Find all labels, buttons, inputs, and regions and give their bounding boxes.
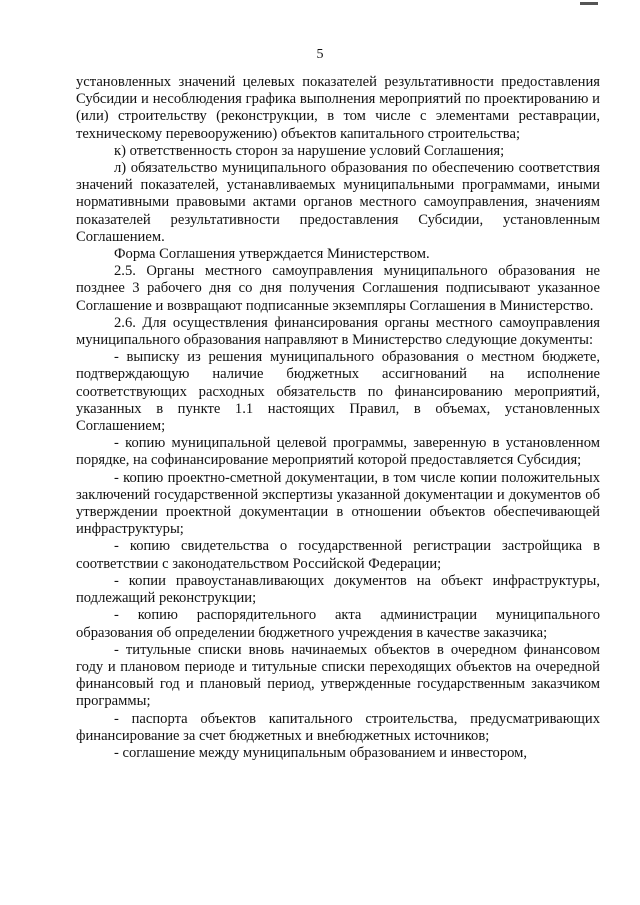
paragraph: Форма Соглашения утверждается Министерством.: [114, 246, 430, 263]
document-body: [76, 74, 600, 762]
list-item: - копию свидетельства о государственной регистрации застройщика в соответствии с законодательством Российской Федерации;: [76, 538, 600, 572]
paragraph: 2.5. Органы местного самоуправления муниципального образования не позднее 3 рабочего дня со дня получения Соглашения подписывают указанное Соглашение и возвращают подписанные экземпляры Соглашения в Министерство.: [76, 263, 600, 314]
list-item: - титульные списки вновь начинаемых объектов в очередном финансовом году и плановом периоде и титульные списки переходящих объектов на очередной финансовый год и плановый период, утвержденные государственным заказчиком программы;: [76, 641, 600, 710]
paragraph: 2.6. Для осуществления финансирования органы местного самоуправления муниципального образования направляют в Министерство следующие документы:: [76, 314, 600, 349]
paragraph: л) обязательство муниципального образования по обеспечению соответствия значений показателей, устанавливаемых муниципальными программами, иными нормативными правовыми актами органов местного самоуправления, значениям показателей результативности предоставления Субсидии, установленным Соглашением.: [76, 160, 600, 245]
list-item: - паспорта объектов капитального строительства, предусматривающих финансирование за счет бюджетных и внебюджетных источников;: [76, 710, 600, 744]
list-item: - выписку из решения муниципального образования о местном бюджете, подтверждающую наличие бюджетных ассигнований на исполнение соответствующих расходных обязательств по финансированию мероприятий, указанных в пункте 1.1 настоящих Правил, в объемах, установленных Соглашением;: [76, 349, 600, 435]
page-number: 5: [316, 47, 324, 62]
paragraph: установленных значений целевых показателей результативности предоставления Субсидии и несоблюдения графика выполнения мероприятий по проектированию и (или) строительству (реконструкции, в том числе с элементами реставрации, техническому перевооружению) объектов капитального строительства;: [76, 74, 600, 142]
list-item: - соглашение между муниципальным образованием и инвестором,: [114, 744, 528, 761]
paragraph: к) ответственность сторон за нарушение условий Соглашения;: [114, 142, 505, 159]
list-item: - копии правоустанавливающих документов на объект инфраструктуры, подлежащий реконструкции;: [76, 572, 600, 607]
list-item: - копию проектно-сметной документации, в том числе копии положительных заключений государственной экспертизы указанной документации и документов об утверждении проектной документации в отношении объектов обеспечивающей инфраструктуры;: [76, 469, 600, 538]
scan-edge-mark: [580, 2, 598, 5]
list-item: - копию распорядительного акта администрации муниципального образования об определении бюджетного учреждения в качестве заказчика;: [76, 607, 600, 641]
list-item: - копию муниципальной целевой программы, заверенную в установленном порядке, на софинансирование мероприятий которой предоставляется Субсидия;: [76, 435, 600, 469]
